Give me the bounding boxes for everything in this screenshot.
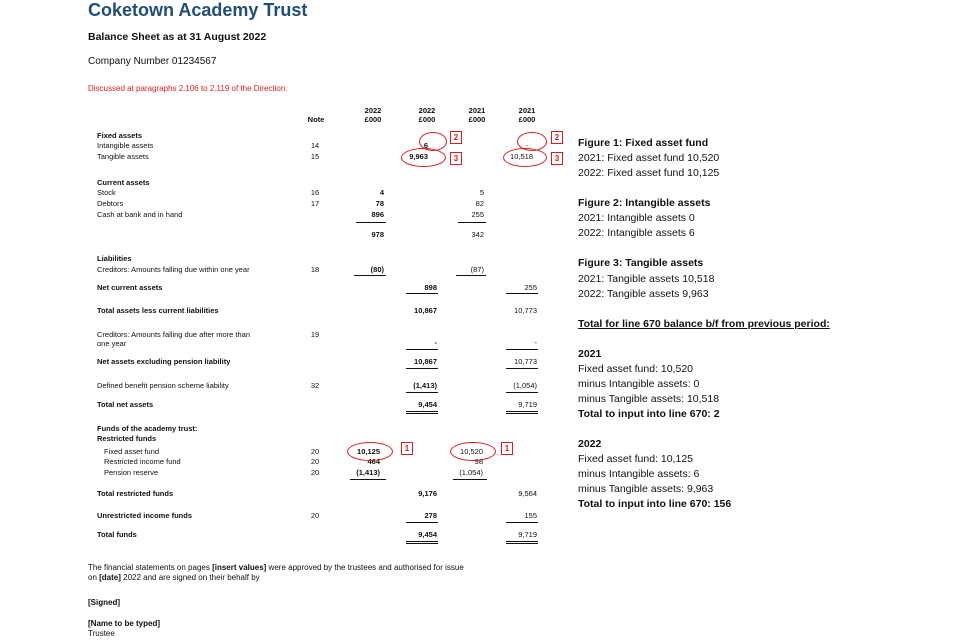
col3-header-year: 2021	[468, 106, 486, 115]
tangible-2021-highlight	[503, 148, 547, 167]
stock-2022: 4	[379, 188, 384, 197]
pension-reserve-label: Pension reserve	[104, 468, 159, 477]
divider	[506, 411, 538, 412]
figure3-line1: 2021: Tangible assets 10,518	[578, 273, 715, 285]
pension-liability-label: Defined benefit pension scheme liability	[97, 381, 229, 390]
total-assets-less-2022: 10,867	[414, 306, 437, 315]
current-assets-heading: Current assets	[97, 178, 150, 187]
year-2022-line2: minus Intangible assets: 6	[578, 468, 700, 480]
balance-sheet-subtitle: Balance Sheet as at 31 August 2022	[88, 31, 267, 43]
fixed-asset-fund-label: Fixed asset fund	[104, 447, 160, 456]
line670-total-heading: Total for line 670 balance b/f from previous period:	[578, 318, 830, 330]
debtors-2021: 82	[475, 199, 484, 208]
year-2021-line1: Fixed asset fund: 10,520	[578, 363, 693, 375]
fixed-asset-fund-2021-highlight	[450, 442, 496, 461]
debtors-label: Debtors	[97, 199, 124, 208]
liabilities-heading: Liabilities	[97, 254, 132, 263]
approval-statement-line2: on [date] 2022 and are signed on their behalf by	[88, 573, 260, 582]
total-net-assets-label: Total net assets	[97, 400, 154, 409]
cash-2022: 896	[371, 210, 384, 219]
total-funds-label: Total funds	[97, 530, 137, 539]
debtors-2022: 78	[375, 199, 384, 208]
intangible-2021: -	[525, 141, 528, 150]
pension-liability-2021: (1,054)	[513, 381, 537, 390]
year-2022-line3: minus Tangible assets: 9,963	[578, 483, 714, 495]
year-2021-heading: 2021	[578, 348, 602, 360]
figure3-line2: 2022: Tangible assets 9,963	[578, 288, 709, 300]
tangible-2022: 9,963	[409, 152, 428, 161]
unrestricted-note: 20	[310, 511, 320, 520]
divider	[453, 479, 487, 480]
divider	[406, 543, 438, 544]
col4-header-unit: £000	[518, 115, 536, 124]
restricted-income-2022: 464	[367, 457, 380, 466]
restricted-funds-heading: Restricted funds	[97, 434, 157, 443]
year-2022-total: Total to input into line 670: 156	[578, 498, 732, 510]
intangible-assets-label: Intangible assets	[97, 141, 154, 150]
direction-reference: Discussed at paragraphs 2.106 to 2.119 of the Direction.	[88, 84, 288, 93]
divider	[506, 541, 538, 542]
figure1-line1: 2021: Fixed asset fund 10,520	[578, 152, 720, 164]
figure2-line1: 2021: Intangible assets 0	[578, 212, 695, 224]
total-restricted-label: Total restricted funds	[97, 489, 174, 498]
year-2021-line2: minus Intangible assets: 0	[578, 378, 700, 390]
net-current-assets-label: Net current assets	[97, 283, 163, 292]
divider	[406, 368, 438, 369]
divider	[406, 349, 438, 350]
total-funds-2021: 9,719	[518, 530, 537, 539]
tangible-2022-highlight	[401, 148, 446, 167]
net-current-assets-2021: 255	[524, 283, 537, 292]
total-restricted-2021: 9,564	[518, 489, 537, 498]
divider	[506, 368, 538, 369]
year-2022-heading: 2022	[578, 438, 602, 450]
divider	[506, 349, 538, 350]
figure3-title: Figure 3: Tangible assets	[578, 257, 704, 269]
divider	[456, 275, 486, 276]
cash-2021: 255	[471, 210, 484, 219]
trustee-role: Trustee	[88, 629, 115, 638]
approval-statement-line1: The financial statements on pages [insert values] were approved by the trustees and authorised for issue	[88, 563, 464, 572]
col2-header-unit: £000	[418, 115, 436, 124]
restricted-income-2021: 98	[474, 457, 483, 466]
divider	[406, 392, 438, 393]
pension-reserve-note: 20	[310, 468, 320, 477]
net-current-assets-2022: 898	[424, 283, 437, 292]
debtors-note: 17	[310, 199, 320, 208]
tag-2-intangible-2022: 2	[450, 131, 462, 144]
fixed-asset-fund-2021: 10,520	[460, 447, 483, 456]
stock-label: Stock	[97, 188, 116, 197]
company-title: Coketown Academy Trust	[88, 0, 308, 20]
creditors-after-2022: -	[434, 338, 437, 347]
tangible-assets-label: Tangible assets	[97, 152, 149, 161]
fixed-asset-fund-2022: 10,125	[357, 447, 380, 456]
fixed-asset-fund-2022-highlight	[347, 442, 393, 461]
cash-label: Cash at bank and in hand	[97, 210, 183, 219]
tangible-2021: 10,518	[510, 152, 533, 161]
figure1-title: Figure 1: Fixed asset fund	[578, 137, 709, 149]
total-assets-less-label: Total assets less current liabilities	[97, 306, 219, 315]
divider	[356, 222, 386, 223]
pension-liability-2022: (1,413)	[413, 381, 437, 390]
fixed-assets-heading: Fixed assets	[97, 131, 143, 140]
creditors-after-label: Creditors: Amounts falling due after more than	[97, 330, 250, 339]
name-placeholder: [Name to be typed]	[88, 619, 161, 628]
pension-reserve-2021: (1,054)	[459, 468, 483, 477]
stock-note: 16	[310, 188, 320, 197]
current-assets-total-2021: 342	[471, 230, 484, 239]
total-assets-less-2021: 10,773	[514, 306, 537, 315]
divider	[506, 413, 538, 414]
year-2021-total: Total to input into line 670: 2	[578, 408, 720, 420]
creditors-after-2021: -	[534, 338, 537, 347]
divider	[406, 522, 438, 523]
tangible-note: 15	[310, 152, 320, 161]
creditors-after-label-line2: one year	[97, 339, 127, 348]
restricted-income-note: 20	[310, 457, 320, 466]
divider	[406, 293, 438, 294]
figure1-line2: 2022: Fixed asset fund 10,125	[578, 167, 720, 179]
divider	[506, 293, 538, 294]
total-net-assets-2022: 9,454	[418, 400, 437, 409]
col2-header-year: 2022	[418, 106, 436, 115]
pension-liability-note: 32	[310, 381, 320, 390]
net-assets-excl-2022: 10,867	[414, 357, 437, 366]
divider	[506, 543, 538, 544]
col4-header-year: 2021	[518, 106, 536, 115]
divider	[406, 411, 438, 412]
restricted-income-label: Restricted income fund	[104, 457, 181, 466]
year-2022-line1: Fixed asset fund: 10,125	[578, 453, 693, 465]
divider	[506, 522, 538, 523]
figure2-title: Figure 2: Intangible assets	[578, 197, 711, 209]
figure2-line2: 2022: Intangible assets 6	[578, 227, 695, 239]
col1-header-unit: £000	[364, 115, 382, 124]
signed-placeholder: [Signed]	[88, 598, 120, 607]
intangible-2022: 6	[423, 141, 428, 150]
col1-header-year: 2022	[364, 106, 382, 115]
fixed-asset-fund-note: 20	[310, 447, 320, 456]
net-assets-excl-2021: 10,773	[514, 357, 537, 366]
creditors-within-label: Creditors: Amounts falling due within one year	[97, 265, 250, 274]
divider	[406, 541, 438, 542]
total-funds-2022: 9,454	[418, 530, 437, 539]
total-restricted-2022: 9,176	[418, 489, 437, 498]
divider	[506, 392, 538, 393]
funds-heading: Funds of the academy trust:	[97, 424, 198, 433]
divider	[354, 275, 386, 276]
divider	[350, 479, 386, 480]
col3-header-unit: £000	[468, 115, 486, 124]
divider	[458, 222, 486, 223]
unrestricted-2022: 278	[424, 511, 437, 520]
stock-2021: 5	[479, 188, 484, 197]
creditors-within-2021: (87)	[470, 265, 484, 274]
net-assets-excl-label: Net assets excluding pension liability	[97, 357, 231, 366]
tag-1-fixed-fund-2021: 1	[501, 442, 513, 455]
tag-3-tangible-2021: 3	[551, 152, 563, 165]
intangible-note: 14	[310, 141, 320, 150]
creditors-within-note: 18	[310, 265, 320, 274]
creditors-after-note: 19	[310, 330, 320, 339]
unrestricted-label: Unrestricted income funds	[97, 511, 193, 520]
tag-3-tangible-2022: 3	[450, 152, 462, 165]
tag-2-intangible-2021: 2	[551, 131, 563, 144]
company-number: Company Number 01234567	[88, 56, 217, 67]
current-assets-total-2022: 978	[371, 230, 384, 239]
unrestricted-2021: 155	[524, 511, 537, 520]
pension-reserve-2022: (1,413)	[356, 468, 380, 477]
total-net-assets-2021: 9,719	[518, 400, 537, 409]
tag-1-fixed-fund-2022: 1	[401, 442, 413, 455]
divider	[406, 413, 438, 414]
year-2021-line3: minus Tangible assets: 10,518	[578, 393, 720, 405]
creditors-within-2022: (80)	[370, 265, 384, 274]
note-column-header: Note	[307, 115, 325, 124]
